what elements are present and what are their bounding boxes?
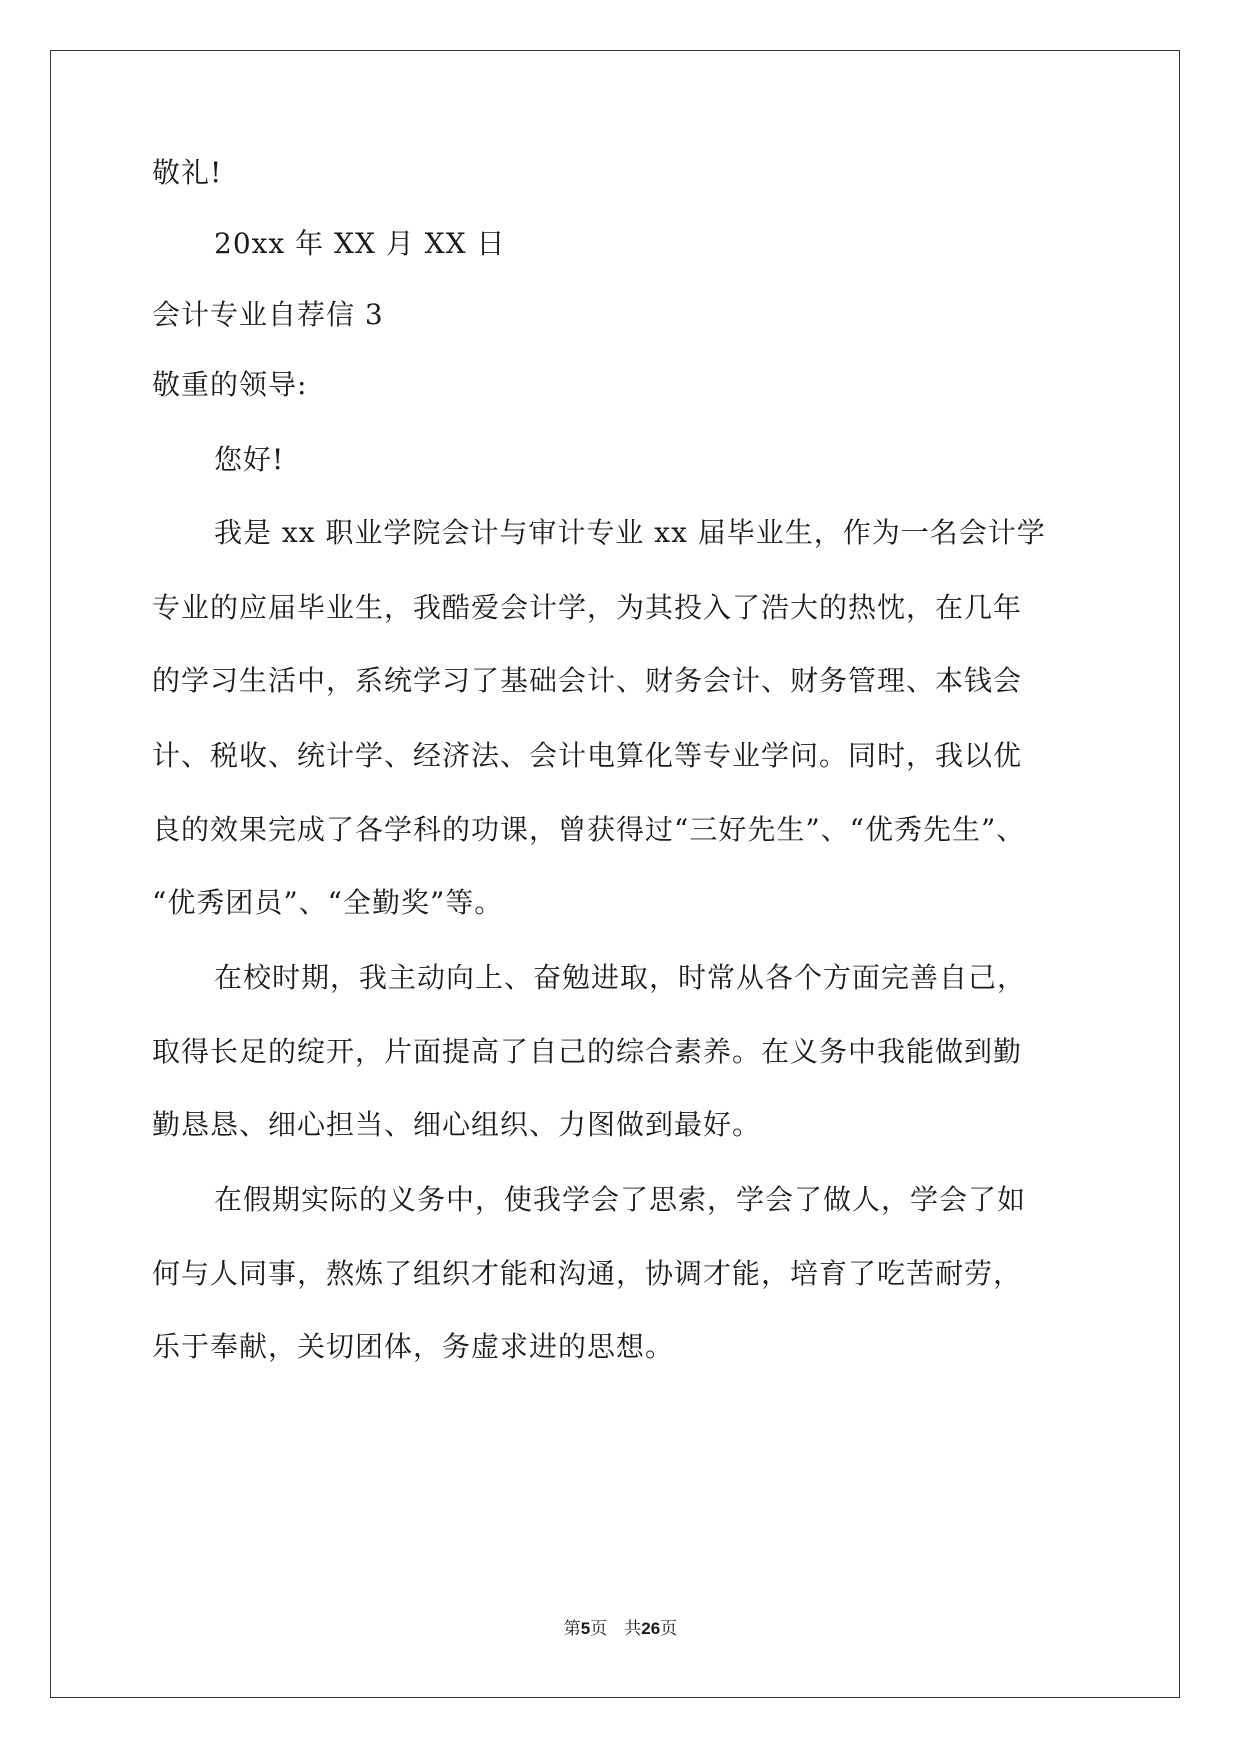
body-line: 何与人同事，熬炼了组织才能和沟通，协调才能，培育了吃苦耐劳， [152, 1257, 1023, 1290]
body-line: 在校时期，我主动向上、奋勉进取，时常从各个方面完善自己， [214, 961, 1027, 994]
page-prefix: 第 [563, 1619, 581, 1639]
body-line: 在假期实际的义务中，使我学会了思索，学会了做人，学会了如 [214, 1183, 1027, 1216]
body-line: 专业的应届毕业生，我酷爱会计学，为其投入了浩大的热忱，在几年 [152, 591, 1023, 624]
body-line: 良的效果完成了各学科的功课，曾获得过“三好先生”、“优秀先生”、 [152, 813, 1026, 846]
body-line: 计、税收、统计学、经济法、会计电算化等专业学问。同时，我以优 [152, 739, 1023, 772]
page-middle-text: 页 共 [590, 1619, 642, 1639]
recipient-salutation: 敬重的领导: [152, 368, 308, 401]
total-page-number: 26 [641, 1619, 661, 1638]
body-line: 取得长足的绽开，片面提高了自己的综合素养。在义务中我能做到勤 [152, 1035, 1023, 1068]
page-suffix: 页 [660, 1619, 678, 1639]
closing-salutation: 敬礼! [152, 156, 223, 189]
body-line: 勤恳恳、细心担当、细心组织、力图做到最好。 [152, 1108, 762, 1141]
body-line: “优秀团员”、“全勤奖”等。 [152, 886, 504, 919]
page-footer [0, 1617, 1241, 1641]
body-line: 我是 xx 职业学院会计与审计专业 xx 届毕业生，作为一名会计学 [214, 516, 1046, 549]
greeting: 您好! [214, 443, 285, 476]
section-title: 会计专业自荐信 3 [152, 298, 384, 331]
body-line: 的学习生活中，系统学习了基础会计、财务会计、财务管理、本钱会 [152, 664, 1023, 697]
body-line: 乐于奉献，关切团体，务虚求进的思想。 [152, 1330, 675, 1363]
letter-date: 20xx 年 XX 月 XX 日 [214, 227, 506, 260]
current-page-number: 5 [580, 1619, 591, 1638]
